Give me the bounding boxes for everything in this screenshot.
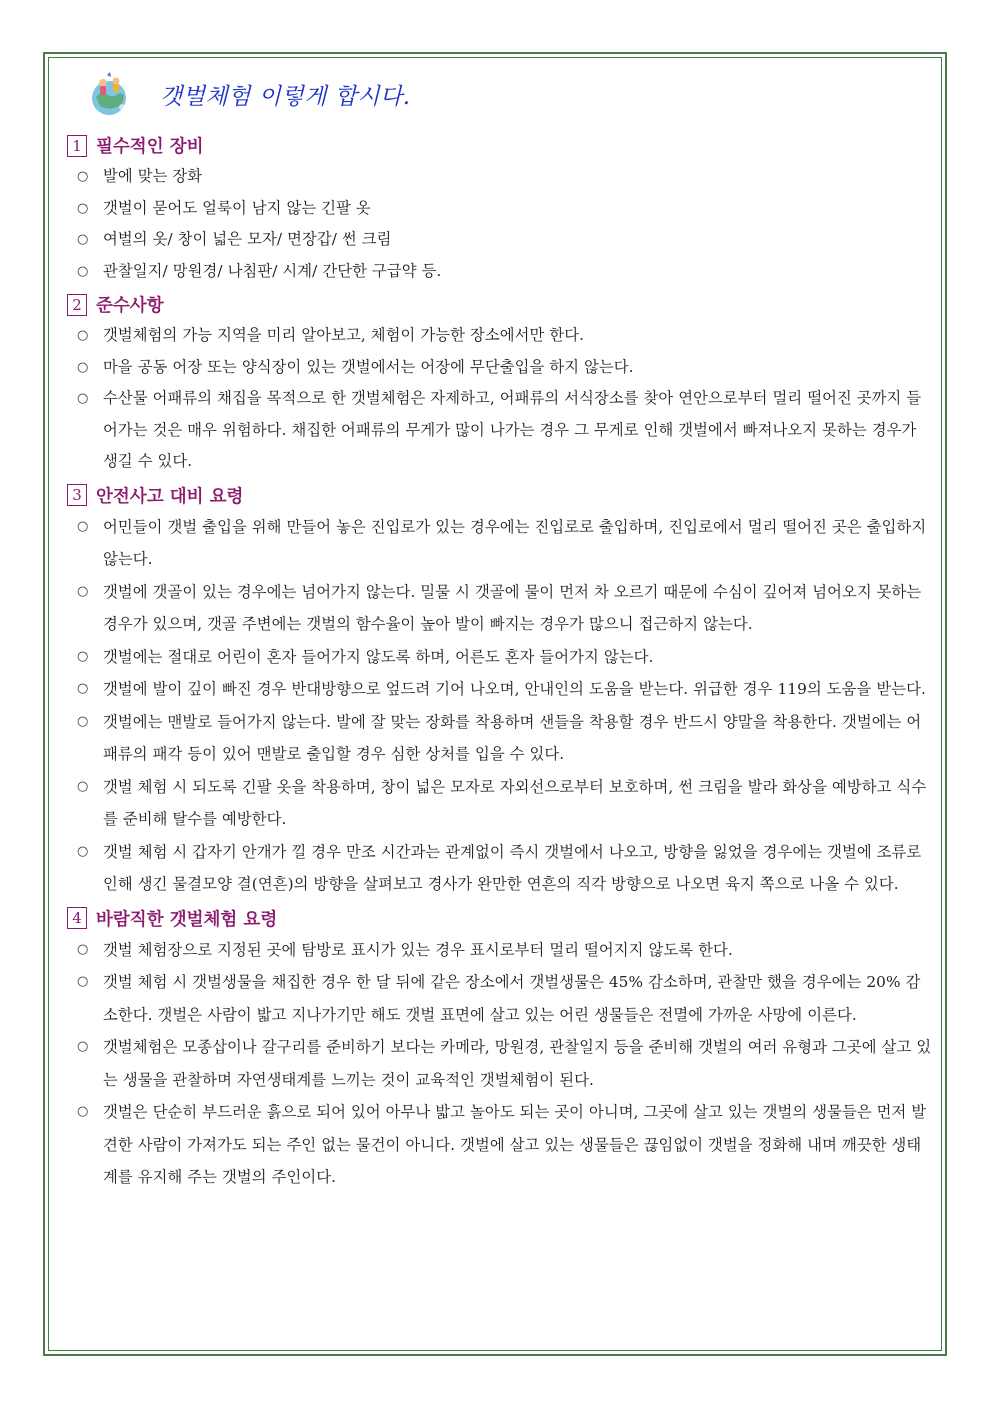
list-item: ○ 갯벌체험은 모종삽이나 갈구리를 준비하기 보다는 카메라, 망원경, 관찰일지 등을 준비해 갯벌의 여러 유형과 그곳에 살고 있는 생물을 관찰하며 자연생태계를 느끼는 것이 교육적인 갯벌체험이 된다. — [63, 1031, 933, 1096]
bullet-icon: ○ — [77, 713, 89, 729]
section-list — [63, 320, 933, 478]
section-title: 바람직한 갯벌체험 요령 — [96, 909, 278, 930]
section-heading — [63, 903, 933, 934]
section-4 — [63, 903, 933, 1194]
list-item: ○ 갯벌체험의 가능 지역을 미리 알아보고, 체험이 가능한 장소에서만 한다. — [63, 320, 933, 352]
bullet-icon: ○ — [77, 681, 89, 696]
list-item: ○ 갯벌 체험 시 갑자기 안개가 낄 경우 만조 시간과는 관계없이 즉시 갯벌에서 나오고, 방향을 잃었을 경우에는 갯벌에 조류로 인해 생긴 물결모양 결(연흔)의 방향을 살펴보고 경사가 완만한 연흔의 직각 방향으로 나오면 육지 쪽으로 나올 수 있다. — [63, 836, 933, 901]
section-heading — [63, 289, 933, 320]
bullet-icon: ○ — [77, 232, 89, 247]
document-title: 갯벌체험 이렇게 합시다. — [160, 83, 411, 110]
bullet-icon: ○ — [77, 648, 89, 664]
section-title: 준수사항 — [96, 296, 164, 316]
list-item: ○ 수산물 어패류의 채집을 목적으로 한 갯벌체험은 자제하고, 어패류의 서식장소를 찾아 연안으로부터 멀리 떨어진 곳까지 들어가는 것은 매우 위험하다. 채집한 어패류의 무게가 많이 나가는 경우 그 무게로 인해 갯벌에서 빠져나오지 못하는 경우가 생길 수 있다. — [63, 383, 933, 478]
bullet-icon: ○ — [77, 391, 89, 406]
bullet-icon: ○ — [77, 778, 89, 794]
list-item: ○ 갯벌 체험장으로 지정된 곳에 탐방로 표시가 있는 경우 표시로부터 멀리 떨어지지 않도록 한다. — [63, 934, 933, 967]
bullet-icon: ○ — [77, 843, 89, 859]
list-item: ○ 갯벌에는 절대로 어린이 혼자 들어가지 않도록 하며, 어른도 혼자 들어가지 않는다. — [63, 641, 933, 674]
section-2 — [63, 289, 933, 478]
list-item: ○ 갯벌이 묻어도 얼룩이 남지 않는 긴팔 옷 — [63, 193, 933, 225]
bullet-icon: ○ — [77, 1039, 89, 1054]
section-title: 안전사고 대비 요령 — [96, 486, 244, 507]
document-body — [63, 128, 933, 1194]
bullet-icon: ○ — [77, 518, 89, 534]
section-3 — [63, 480, 933, 901]
bullet-icon: ○ — [77, 583, 89, 599]
bullet-icon: ○ — [77, 263, 89, 279]
section-number: 2 — [67, 294, 87, 316]
bullet-icon: ○ — [77, 200, 89, 216]
bullet-icon: ○ — [77, 328, 89, 343]
section-number: 1 — [67, 135, 87, 157]
bullet-icon: ○ — [77, 169, 89, 184]
document-header — [86, 66, 411, 122]
bullet-icon: ○ — [77, 1104, 89, 1119]
list-item: ○ 발에 맞는 장화 — [63, 161, 933, 193]
list-item: ○ 관찰일지/ 망원경/ 나침판/ 시계/ 간단한 구급약 등. — [63, 256, 933, 288]
list-item: ○ 어민들이 갯벌 출입을 위해 만들어 놓은 진입로가 있는 경우에는 진입로로 출입하며, 진입로에서 멀리 떨어진 곳은 출입하지 않는다. — [63, 511, 933, 576]
list-item: ○ 갯벌 체험 시 갯벌생물을 채집한 경우 한 달 뒤에 같은 장소에서 갯벌생물은 45% 감소하며, 관찰만 했을 경우에는 20% 감소한다. 갯벌은 사람이 밟고 지나가기만 해도 갯벌 표면에 살고 있는 어린 생물들은 전멸에 가까운 사망에 이른다. — [63, 966, 933, 1031]
list-item: ○ 여벌의 옷/ 창이 넓은 모자/ 면장갑/ 썬 크림 — [63, 224, 933, 256]
bullet-icon: ○ — [77, 974, 89, 989]
list-item: ○ 마을 공동 어장 또는 양식장이 있는 갯벌에서는 어장에 무단출입을 하지 않는다. — [63, 352, 933, 384]
list-item: ○ 갯벌에 발이 깊이 빠진 경우 반대방향으로 엎드려 기어 나오며, 안내인의 도움을 받는다. 위급한 경우 119의 도움을 받는다. — [63, 673, 933, 706]
list-item: ○ 갯벌 체험 시 되도록 긴팔 옷을 착용하며, 창이 넓은 모자로 자외선으로부터 보호하며, 썬 크림을 발라 화상을 예방하고 식수를 준비해 탈수를 예방한다. — [63, 771, 933, 836]
globe-children-icon — [86, 71, 132, 117]
section-title: 필수적인 장비 — [96, 137, 204, 157]
section-list — [63, 934, 933, 1194]
section-heading — [63, 130, 933, 161]
list-item: ○ 갯벌에 갯골이 있는 경우에는 넘어가지 않는다. 밀물 시 갯골에 물이 먼저 차 오르기 때문에 수심이 깊어져 넘어오지 못하는 경우가 있으며, 갯골 주변에는 갯벌의 함수율이 높아 발이 빠지는 경우가 많으니 접근하지 않는다. — [63, 576, 933, 641]
bullet-icon: ○ — [77, 941, 89, 957]
list-item: ○ 갯벌은 단순히 부드러운 흙으로 되어 있어 아무나 밟고 놀아도 되는 곳이 아니며, 그곳에 살고 있는 갯벌의 생물들은 먼저 발견한 사람이 가져가도 되는 주인 없는 물건이 아니다. 갯벌에 살고 있는 생물들은 끊임없이 갯벌을 정화해 내며 깨끗한 생태계를 유지해 주는 갯벌의 주인이다. — [63, 1096, 933, 1194]
bullet-icon: ○ — [77, 359, 89, 375]
section-list — [63, 511, 933, 901]
section-1 — [63, 130, 933, 287]
section-heading — [63, 480, 933, 511]
section-number: 3 — [67, 484, 87, 506]
section-number: 4 — [67, 907, 87, 929]
section-list — [63, 161, 933, 287]
list-item: ○ 갯벌에는 맨발로 들어가지 않는다. 발에 잘 맞는 장화를 착용하며 샌들을 착용할 경우 반드시 양말을 착용한다. 갯벌에는 어패류의 패각 등이 있어 맨발로 출입할 경우 심한 상처를 입을 수 있다. — [63, 706, 933, 771]
